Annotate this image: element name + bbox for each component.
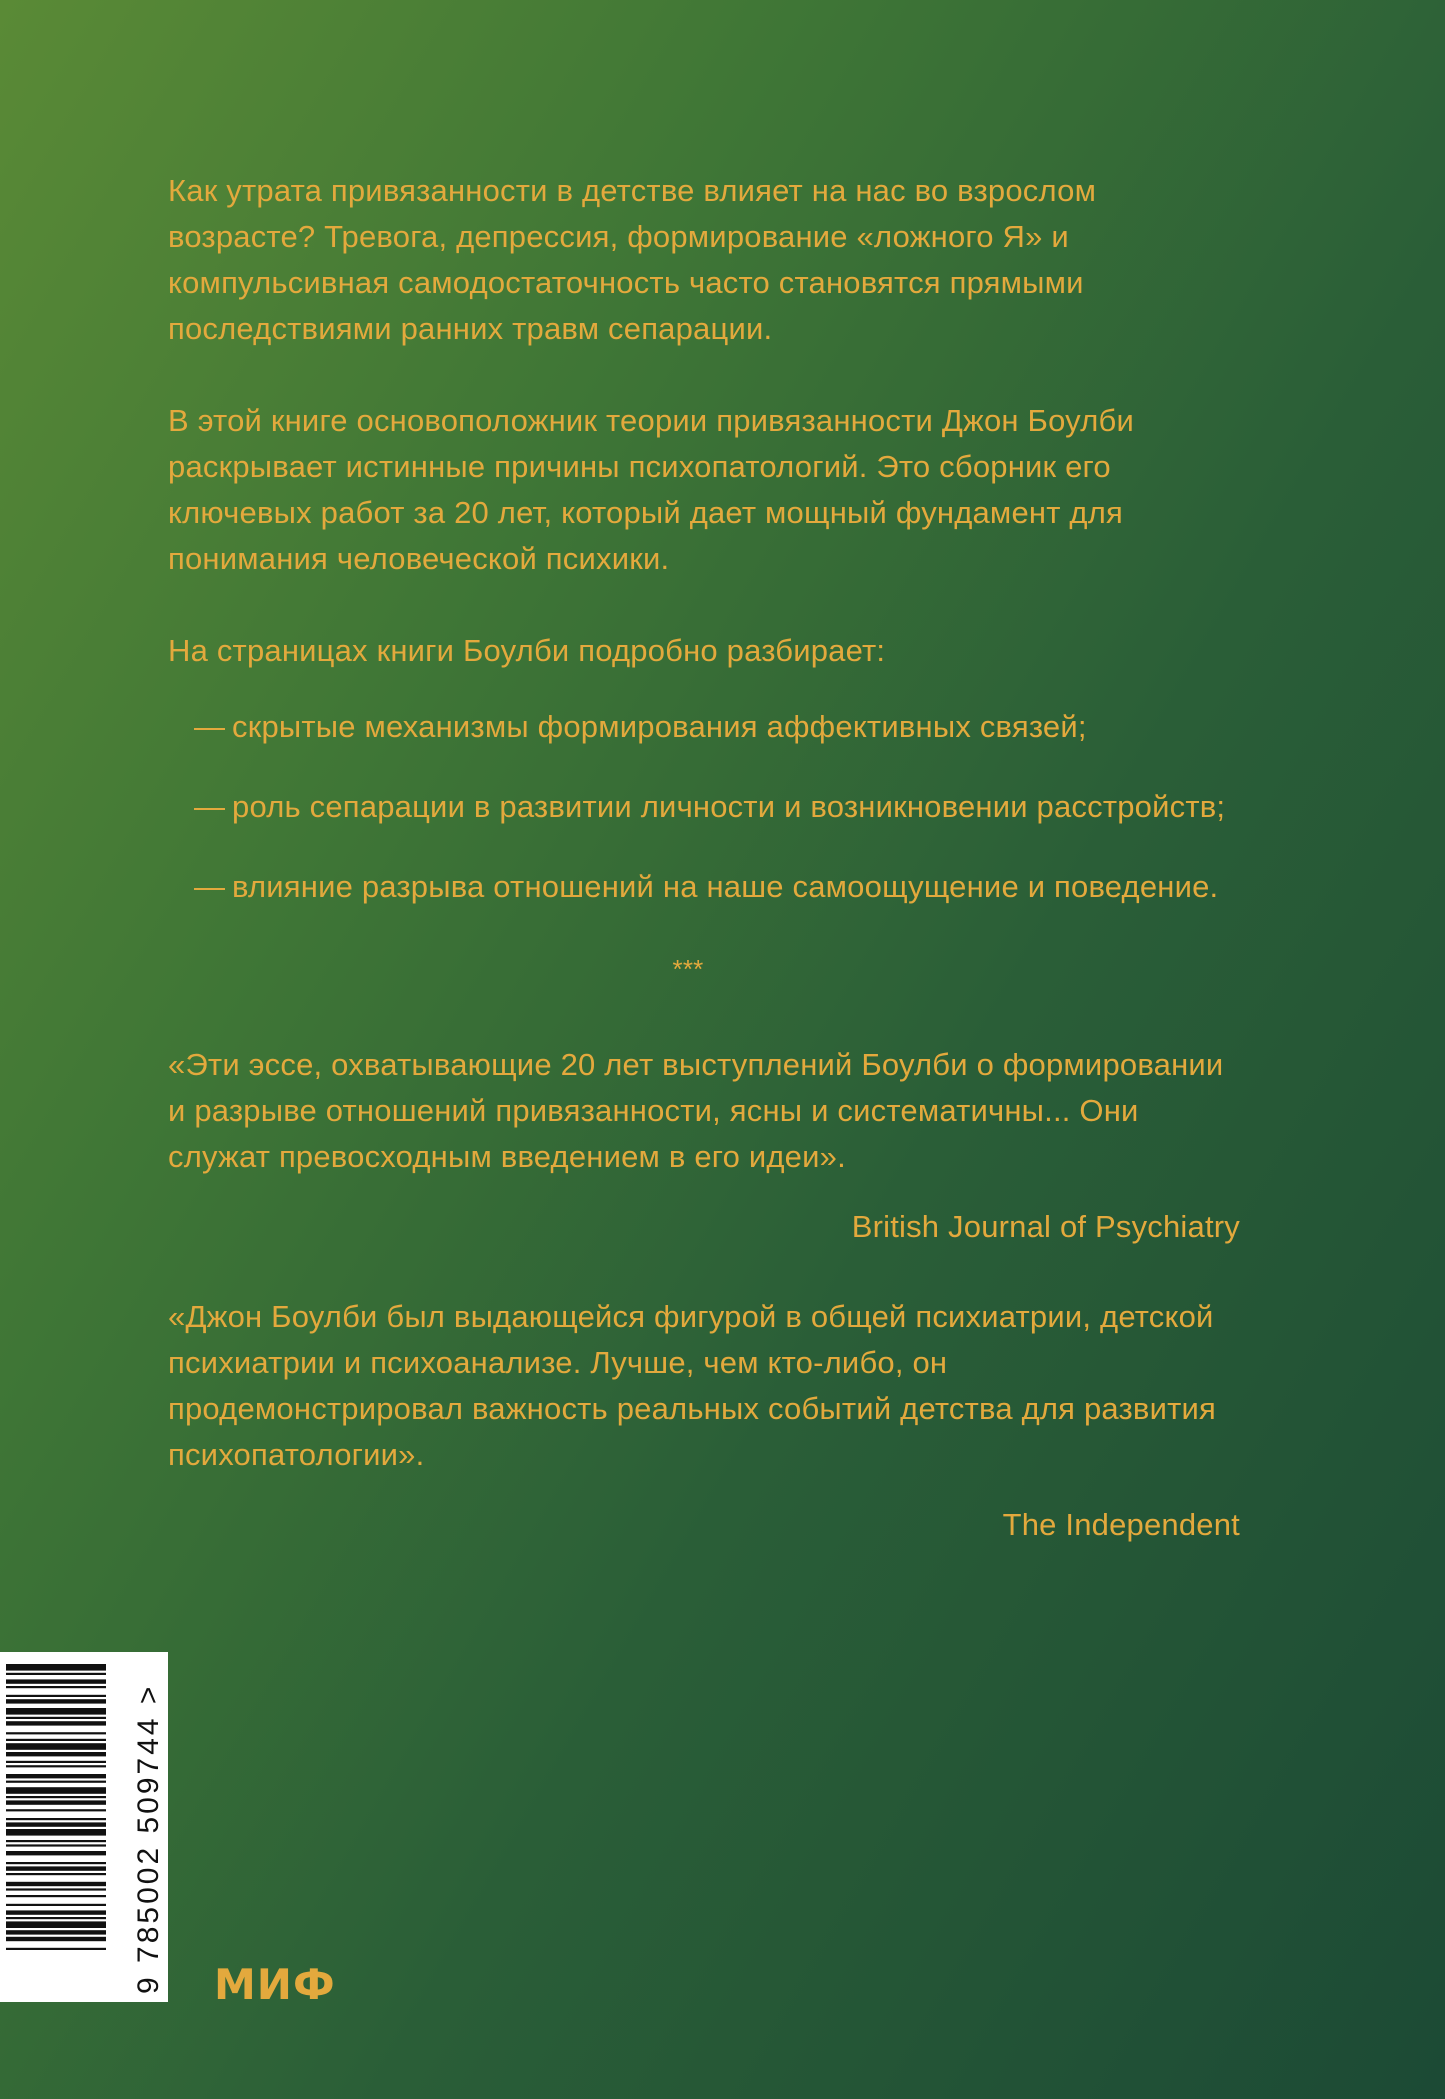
barcode-bar bbox=[6, 1765, 106, 1767]
isbn-number bbox=[114, 1660, 165, 1994]
barcode-bar bbox=[6, 1743, 106, 1750]
barcode-bar bbox=[6, 1930, 106, 1934]
list-item-text: скрытые механизмы формирования аффективных связей; bbox=[232, 709, 1087, 744]
dash-bullet: — bbox=[194, 869, 226, 904]
barcode-bar bbox=[6, 1840, 106, 1842]
barcode-bar bbox=[6, 1873, 106, 1875]
barcode-bar bbox=[6, 1800, 106, 1804]
dash-bullet: — bbox=[194, 789, 226, 824]
barcode-bar bbox=[6, 1904, 106, 1906]
barcode-bar bbox=[6, 1851, 106, 1855]
barcode-bar bbox=[6, 1866, 106, 1870]
barcode-bar bbox=[6, 1888, 106, 1890]
barcode-bar bbox=[6, 1818, 106, 1820]
barcode-bar bbox=[6, 1921, 106, 1928]
list-item-text: роль сепарации в развитии личности и возникновении расстройств; bbox=[232, 789, 1226, 824]
quote-source: British Journal of Psychiatry bbox=[851, 1209, 1240, 1244]
barcode-bar bbox=[6, 1917, 106, 1919]
barcode-bar bbox=[6, 1895, 106, 1897]
barcode-bar bbox=[6, 1739, 106, 1741]
barcode-bars bbox=[0, 1652, 112, 2002]
barcode-bar bbox=[6, 1781, 106, 1783]
publisher-logo: МИФ bbox=[214, 1960, 336, 2009]
list-item bbox=[168, 864, 1248, 910]
barcode-bar bbox=[6, 1948, 106, 1950]
barcode-bar bbox=[6, 1829, 106, 1836]
barcode-bar bbox=[6, 1673, 106, 1675]
isbn-digits: 9 785002 509744 > bbox=[132, 1683, 165, 1994]
list-item bbox=[168, 784, 1248, 830]
cover-text bbox=[168, 168, 1248, 1592]
barcode-bar bbox=[6, 1787, 106, 1794]
barcode-bar bbox=[6, 1686, 106, 1688]
barcode-bar bbox=[6, 1910, 106, 1914]
barcode-bar bbox=[6, 1774, 106, 1778]
barcode-bar bbox=[6, 1937, 106, 1941]
barcode-bar bbox=[6, 1695, 106, 1697]
barcode-bar bbox=[6, 1882, 106, 1886]
barcode-bar bbox=[6, 1844, 106, 1846]
barcode-bar bbox=[6, 1796, 106, 1798]
topics-list bbox=[168, 704, 1248, 910]
list-item-text: влияние разрыва отношений на наше самоощущение и поведение. bbox=[232, 869, 1219, 904]
barcode-bar bbox=[6, 1721, 106, 1725]
barcode-bar bbox=[6, 1732, 106, 1734]
separator-stars: *** bbox=[672, 954, 704, 984]
barcode-bar bbox=[6, 1679, 106, 1683]
intro-paragraph-1: Как утрата привязанности в детстве влияет на нас во взрослом возрасте? Тревога, депрессия, формирование «ложного Я» и компульсивная самодостаточность часто становятся прямыми последствиями ранних травм сепарации. bbox=[168, 173, 1097, 346]
barcode-bar bbox=[6, 1761, 106, 1763]
barcode-bar bbox=[6, 1862, 106, 1864]
barcode-bar bbox=[6, 1708, 106, 1715]
barcode-bar bbox=[6, 1809, 106, 1811]
barcode-bar bbox=[6, 1699, 106, 1703]
intro-paragraph-3: На страницах книги Боулби подробно разбирает: bbox=[168, 633, 886, 668]
list-item bbox=[168, 704, 1248, 750]
barcode-bar bbox=[6, 1717, 106, 1719]
barcode-bar bbox=[6, 1752, 106, 1756]
quote-source: The Independent bbox=[1002, 1507, 1240, 1542]
barcode-bar bbox=[6, 1664, 106, 1671]
barcode-bar bbox=[6, 1822, 106, 1826]
quote-text: «Эти эссе, охватывающие 20 лет выступлений Боулби о формировании и разрыве отношений привязанности, ясны и систематичны... Они служат превосходным введением в его идеи». bbox=[168, 1047, 1224, 1174]
dash-bullet: — bbox=[194, 709, 226, 744]
quote-text: «Джон Боулби был выдающейся фигурой в общей психиатрии, детской психиатрии и психоанализе. Лучше, чем кто-либо, он продемонстрировал важность реальных событий детства для развития психопатологии». bbox=[168, 1299, 1216, 1472]
intro-paragraph-2: В этой книге основоположник теории привязанности Джон Боулби раскрывает истинные причины психопатологий. Это сборник его ключевых работ за 20 лет, который дает мощный фундамент для понимания человеческой психики. bbox=[168, 403, 1134, 576]
